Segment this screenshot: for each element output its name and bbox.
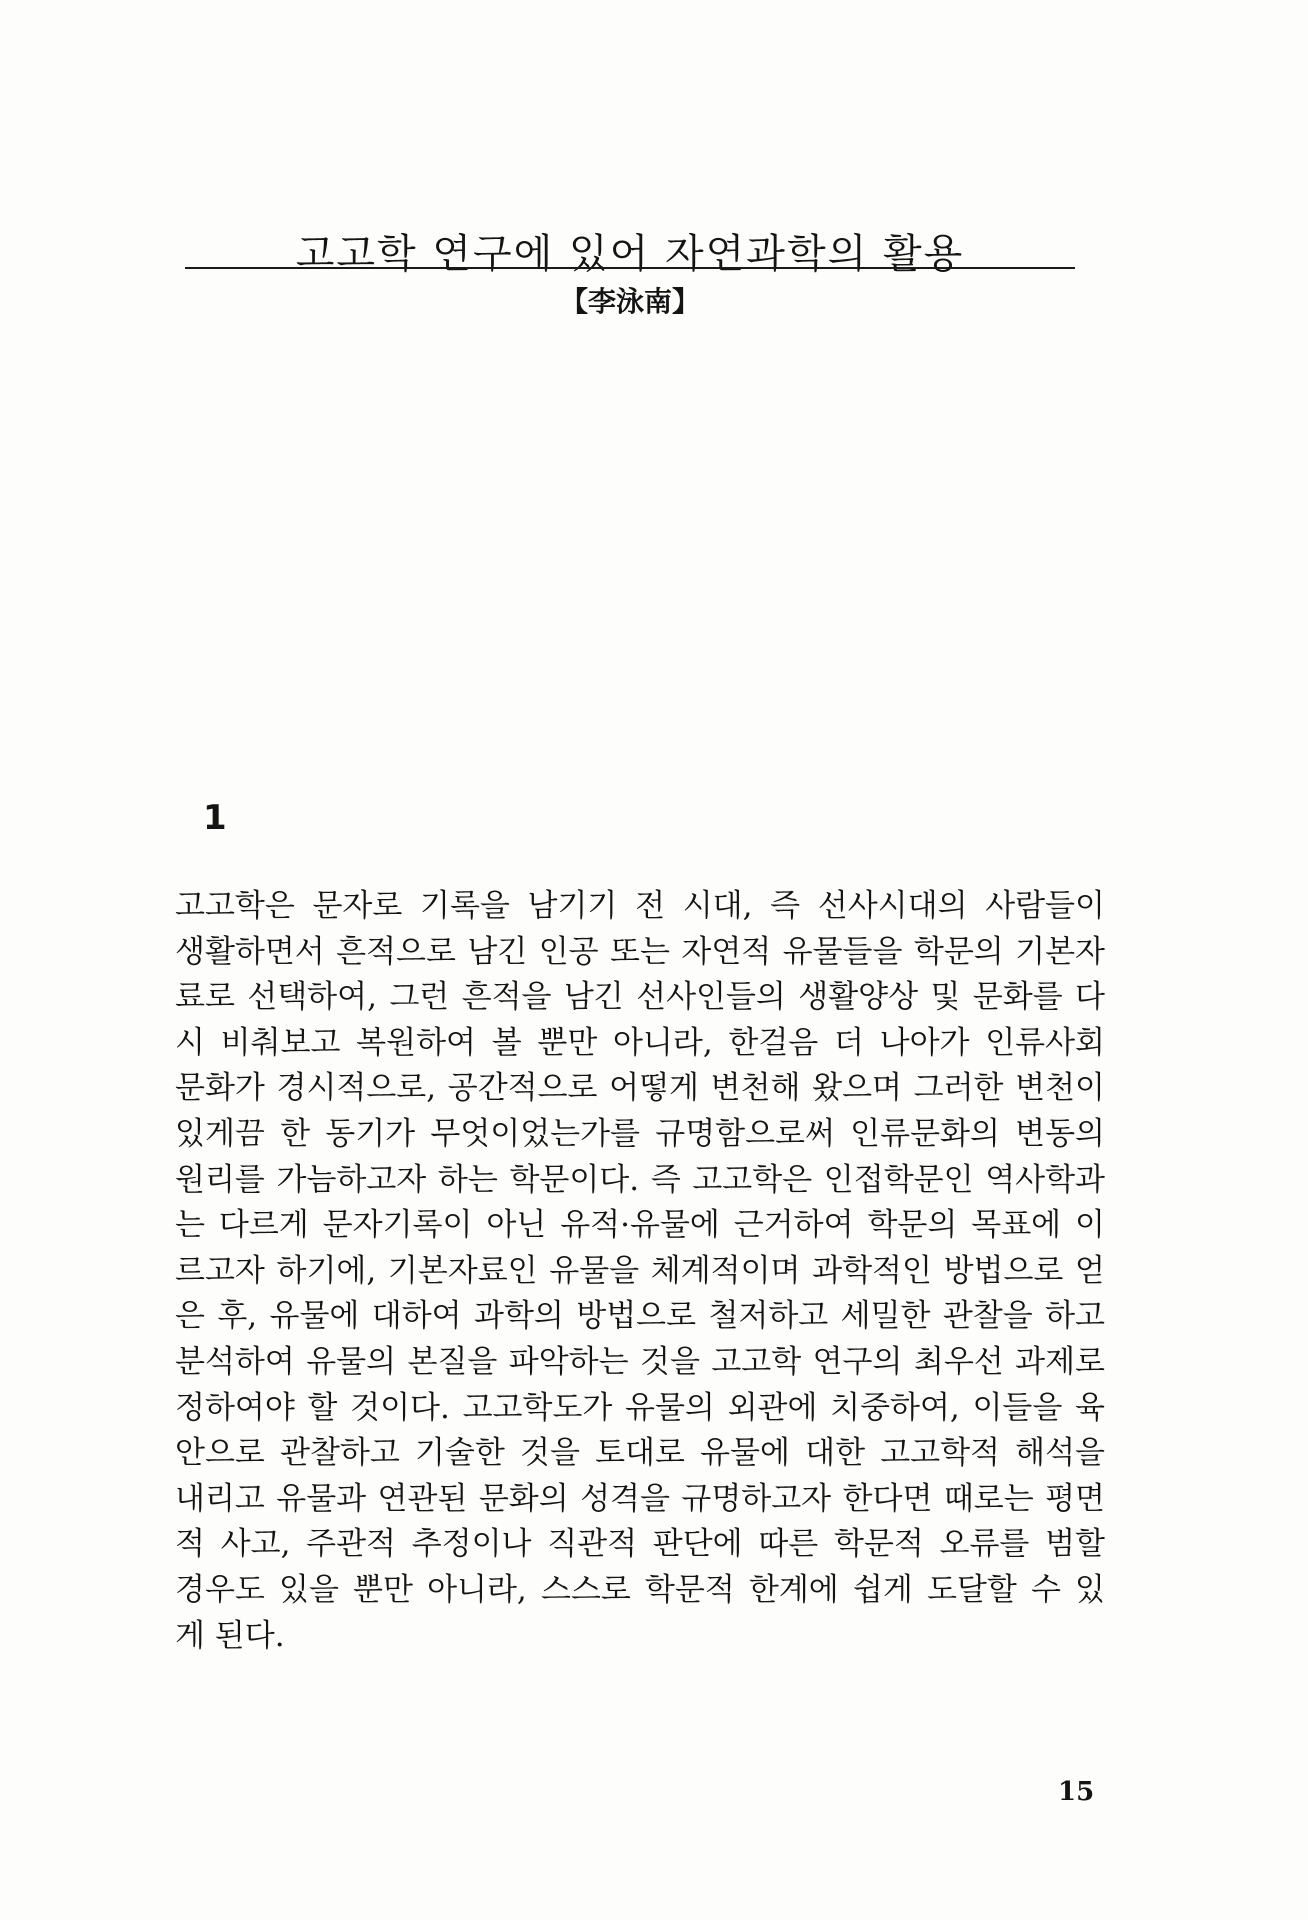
body-line: 분석하여 유물의 본질을 파악하는 것을 고고학 연구의 최우선 과제로 [175, 1343, 1105, 1380]
body-line: 적 사고, 주관적 추정이나 직관적 판단에 따른 학문적 오류를 범할 [175, 1526, 1105, 1563]
body-line: 정하여야 할 것이다. 고고학도가 유물의 외관에 치중하여, 이들을 육 [175, 1389, 1105, 1426]
title-underline [185, 267, 1075, 269]
body-line: 내리고 유물과 연관된 문화의 성격을 규명하고자 한다면 때로는 평면 [175, 1480, 1105, 1517]
page-number: 15 [1058, 1777, 1095, 1807]
body-line: 시 비춰보고 복원하여 볼 뿐만 아니라, 한걸음 더 나아가 인류사회 [175, 1024, 1105, 1061]
section-number: 1 [203, 798, 227, 838]
body-line: 원리를 가늠하고자 하는 학문이다. 즉 고고학은 인접학문인 역사학과 [175, 1161, 1105, 1198]
body-paragraph [175, 884, 1105, 1659]
body-line: 료로 선택하여, 그런 흔적을 남긴 선사인들의 생활양상 및 문화를 다 [175, 979, 1105, 1016]
body-line: 게 된다. [175, 1617, 285, 1654]
body-line: 문화가 경시적으로, 공간적으로 어떻게 변천해 왔으며 그러한 변천이 [175, 1070, 1105, 1107]
body-line: 있게끔 한 동기가 무엇이었는가를 규명함으로써 인류문화의 변동의 [175, 1115, 1105, 1152]
body-line: 르고자 하기에, 기본자료인 유물을 체계적이며 과학적인 방법으로 얻 [175, 1252, 1105, 1289]
body-line: 생활하면서 흔적으로 남긴 인공 또는 자연적 유물들을 학문의 기본자 [175, 933, 1105, 970]
body-line: 은 후, 유물에 대하여 과학의 방법으로 철저하고 세밀한 관찰을 하고 [175, 1298, 1105, 1335]
body-line: 경우도 있을 뿐만 아니라, 스스로 학문적 한계에 쉽게 도달할 수 있 [175, 1571, 1105, 1608]
author-name: 【李泳南】 [559, 285, 700, 318]
body-line: 는 다르게 문자기록이 아닌 유적·유물에 근거하여 학문의 목표에 이 [175, 1207, 1105, 1244]
body-line: 고고학은 문자로 기록을 남기기 전 시대, 즉 선사시대의 사람들이 [175, 888, 1105, 924]
body-line: 안으로 관찰하고 기술한 것을 토대로 유물에 대한 고고학적 해석을 [175, 1435, 1105, 1472]
article-title: 고고학 연구에 있어 자연과학의 활용 [295, 231, 965, 277]
